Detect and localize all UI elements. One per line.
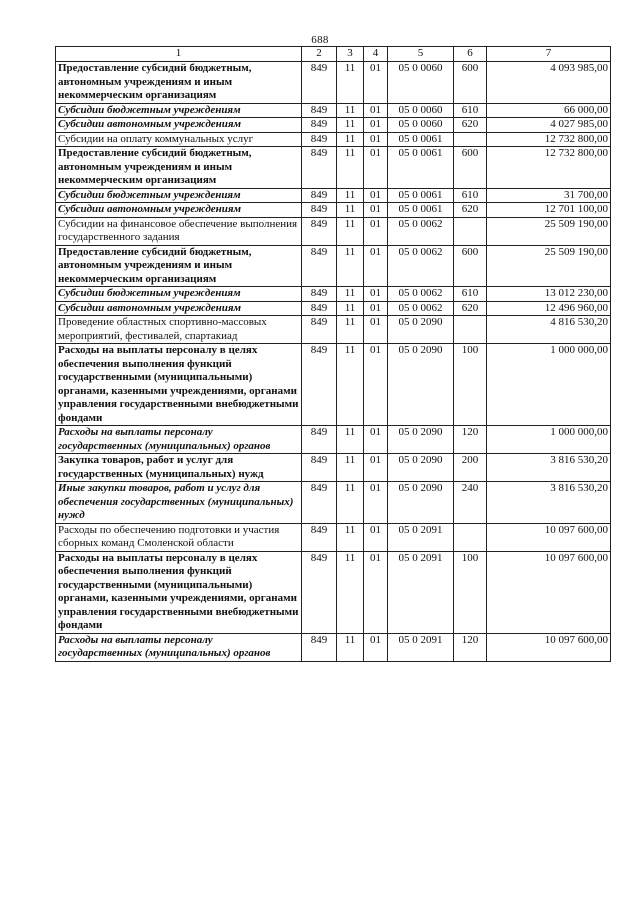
row-code-ministry: 849 <box>302 132 337 147</box>
row-amount: 4 027 985,00 <box>487 118 611 133</box>
row-code-section: 11 <box>337 203 364 218</box>
row-code-subsection: 01 <box>364 217 388 245</box>
row-code-ministry: 849 <box>302 287 337 302</box>
row-code-subsection: 01 <box>364 188 388 203</box>
row-code-target: 05 0 0061 <box>388 147 454 189</box>
header-col-5: 5 <box>388 47 454 62</box>
row-code-subsection: 01 <box>364 482 388 524</box>
row-name: Проведение областных спортивно-массовых мероприятий, фестивалей, спартакиад <box>56 316 302 344</box>
row-code-expense-type: 200 <box>454 454 487 482</box>
row-code-ministry: 849 <box>302 62 337 104</box>
row-code-subsection: 01 <box>364 551 388 633</box>
row-code-expense-type: 620 <box>454 118 487 133</box>
table-row <box>56 132 611 147</box>
row-code-target: 05 0 0060 <box>388 103 454 118</box>
row-code-subsection: 01 <box>364 454 388 482</box>
row-name: Закупка товаров, работ и услуг для государственных (муниципальных) нужд <box>56 454 302 482</box>
table-row <box>56 287 611 302</box>
row-code-subsection: 01 <box>364 633 388 661</box>
row-code-section: 11 <box>337 132 364 147</box>
row-code-subsection: 01 <box>364 426 388 454</box>
row-amount: 25 509 190,00 <box>487 217 611 245</box>
row-code-subsection: 01 <box>364 62 388 104</box>
row-amount: 3 816 530,20 <box>487 482 611 524</box>
row-code-ministry: 849 <box>302 426 337 454</box>
table-row <box>56 103 611 118</box>
row-code-target: 05 0 2091 <box>388 551 454 633</box>
row-code-section: 11 <box>337 633 364 661</box>
header-row <box>56 47 611 62</box>
table-row <box>56 551 611 633</box>
row-name: Субсидии автономным учреждениям <box>56 301 302 316</box>
row-code-section: 11 <box>337 147 364 189</box>
row-name: Субсидии бюджетным учреждениям <box>56 103 302 118</box>
row-code-section: 11 <box>337 62 364 104</box>
row-code-subsection: 01 <box>364 301 388 316</box>
row-code-subsection: 01 <box>364 132 388 147</box>
row-code-target: 05 0 0061 <box>388 203 454 218</box>
row-code-target: 05 0 2090 <box>388 426 454 454</box>
row-code-ministry: 849 <box>302 633 337 661</box>
row-code-target: 05 0 0062 <box>388 301 454 316</box>
row-name: Расходы по обеспечению подготовки и участия сборных команд Смоленской области <box>56 523 302 551</box>
row-amount: 3 816 530,20 <box>487 454 611 482</box>
row-code-target: 05 0 0062 <box>388 245 454 287</box>
row-code-target: 05 0 0060 <box>388 118 454 133</box>
row-amount: 1 000 000,00 <box>487 426 611 454</box>
header-col-4: 4 <box>364 47 388 62</box>
row-code-subsection: 01 <box>364 245 388 287</box>
table-row <box>56 633 611 661</box>
row-code-subsection: 01 <box>364 203 388 218</box>
row-code-subsection: 01 <box>364 316 388 344</box>
row-code-section: 11 <box>337 551 364 633</box>
row-code-target: 05 0 2091 <box>388 633 454 661</box>
row-amount: 12 496 960,00 <box>487 301 611 316</box>
table-row <box>56 62 611 104</box>
row-name: Предоставление субсидий бюджетным, автономным учреждениям и иным некоммерческим организациям <box>56 62 302 104</box>
row-amount: 10 097 600,00 <box>487 523 611 551</box>
row-code-target: 05 0 0060 <box>388 62 454 104</box>
row-code-expense-type <box>454 217 487 245</box>
row-code-ministry: 849 <box>302 301 337 316</box>
row-code-expense-type: 100 <box>454 551 487 633</box>
row-code-expense-type: 240 <box>454 482 487 524</box>
row-name: Расходы на выплаты персоналу государственных (муниципальных) органов <box>56 426 302 454</box>
table-row <box>56 203 611 218</box>
table-row <box>56 301 611 316</box>
row-name: Предоставление субсидий бюджетным, автономным учреждениям и иным некоммерческим организациям <box>56 245 302 287</box>
row-code-target: 05 0 2090 <box>388 316 454 344</box>
row-code-ministry: 849 <box>302 245 337 287</box>
row-code-subsection: 01 <box>364 287 388 302</box>
row-name: Расходы на выплаты персоналу в целях обеспечения выполнения функций государственными (муниципальными) органами, казенными учреждениями, органами управления государственными внебюджетными фондами <box>56 344 302 426</box>
row-name: Субсидии бюджетным учреждениям <box>56 287 302 302</box>
row-amount: 12 732 800,00 <box>487 132 611 147</box>
row-code-subsection: 01 <box>364 147 388 189</box>
header-col-3: 3 <box>337 47 364 62</box>
row-name: Расходы на выплаты персоналу в целях обеспечения выполнения функций государственными (муниципальными) органами, казенными учреждениями, органами управления государственными внебюджетными фондами <box>56 551 302 633</box>
row-code-expense-type <box>454 523 487 551</box>
row-name: Иные закупки товаров, работ и услуг для обеспечения государственных (муниципальных) нужд <box>56 482 302 524</box>
row-code-expense-type: 620 <box>454 301 487 316</box>
row-code-ministry: 849 <box>302 203 337 218</box>
row-amount: 12 732 800,00 <box>487 147 611 189</box>
row-code-target: 05 0 0062 <box>388 217 454 245</box>
row-code-target: 05 0 0061 <box>388 188 454 203</box>
row-name: Субсидии на финансовое обеспечение выполнения государственного задания <box>56 217 302 245</box>
table-row <box>56 344 611 426</box>
row-code-ministry: 849 <box>302 217 337 245</box>
row-code-section: 11 <box>337 301 364 316</box>
row-amount: 25 509 190,00 <box>487 245 611 287</box>
row-code-expense-type: 600 <box>454 147 487 189</box>
row-code-expense-type: 610 <box>454 188 487 203</box>
row-code-ministry: 849 <box>302 482 337 524</box>
row-code-expense-type: 100 <box>454 344 487 426</box>
header-col-1: 1 <box>56 47 302 62</box>
row-code-section: 11 <box>337 245 364 287</box>
row-amount: 10 097 600,00 <box>487 633 611 661</box>
row-code-section: 11 <box>337 426 364 454</box>
row-code-expense-type: 610 <box>454 103 487 118</box>
table-row <box>56 245 611 287</box>
row-code-expense-type: 120 <box>454 633 487 661</box>
row-amount: 66 000,00 <box>487 103 611 118</box>
row-code-subsection: 01 <box>364 103 388 118</box>
row-code-target: 05 0 2090 <box>388 454 454 482</box>
table-row <box>56 426 611 454</box>
row-amount: 10 097 600,00 <box>487 551 611 633</box>
row-code-ministry: 849 <box>302 551 337 633</box>
row-code-subsection: 01 <box>364 523 388 551</box>
row-code-ministry: 849 <box>302 523 337 551</box>
row-amount: 4 093 985,00 <box>487 62 611 104</box>
row-code-section: 11 <box>337 482 364 524</box>
row-code-target: 05 0 2090 <box>388 482 454 524</box>
row-code-section: 11 <box>337 344 364 426</box>
table-row <box>56 217 611 245</box>
row-code-target: 05 0 2090 <box>388 344 454 426</box>
table-row <box>56 147 611 189</box>
row-amount: 1 000 000,00 <box>487 344 611 426</box>
table-row <box>56 188 611 203</box>
row-code-ministry: 849 <box>302 454 337 482</box>
row-code-target: 05 0 2091 <box>388 523 454 551</box>
row-code-ministry: 849 <box>302 118 337 133</box>
row-code-subsection: 01 <box>364 344 388 426</box>
table-row <box>56 523 611 551</box>
row-amount: 4 816 530,20 <box>487 316 611 344</box>
row-amount: 13 012 230,00 <box>487 287 611 302</box>
header-col-7: 7 <box>487 47 611 62</box>
row-amount: 31 700,00 <box>487 188 611 203</box>
row-code-expense-type <box>454 132 487 147</box>
row-code-subsection: 01 <box>364 118 388 133</box>
row-name: Субсидии на оплату коммунальных услуг <box>56 132 302 147</box>
header-col-2: 2 <box>302 47 337 62</box>
row-name: Расходы на выплаты персоналу государственных (муниципальных) органов <box>56 633 302 661</box>
page-number: 688 <box>311 34 329 46</box>
header-col-6: 6 <box>454 47 487 62</box>
row-code-target: 05 0 0062 <box>388 287 454 302</box>
row-code-section: 11 <box>337 188 364 203</box>
row-code-section: 11 <box>337 454 364 482</box>
row-name: Субсидии автономным учреждениям <box>56 203 302 218</box>
row-code-expense-type: 600 <box>454 245 487 287</box>
row-code-expense-type: 600 <box>454 62 487 104</box>
row-code-ministry: 849 <box>302 103 337 118</box>
row-code-expense-type <box>454 316 487 344</box>
row-code-section: 11 <box>337 118 364 133</box>
budget-table <box>55 46 611 662</box>
row-code-ministry: 849 <box>302 147 337 189</box>
row-code-ministry: 849 <box>302 344 337 426</box>
row-code-section: 11 <box>337 103 364 118</box>
row-code-ministry: 849 <box>302 188 337 203</box>
table-row <box>56 482 611 524</box>
row-code-target: 05 0 0061 <box>388 132 454 147</box>
table-row <box>56 118 611 133</box>
table-row <box>56 316 611 344</box>
row-name: Предоставление субсидий бюджетным, автономным учреждениям и иным некоммерческим организациям <box>56 147 302 189</box>
table-row <box>56 454 611 482</box>
row-code-expense-type: 620 <box>454 203 487 218</box>
row-code-section: 11 <box>337 287 364 302</box>
row-code-expense-type: 120 <box>454 426 487 454</box>
row-code-section: 11 <box>337 316 364 344</box>
row-code-section: 11 <box>337 217 364 245</box>
row-amount: 12 701 100,00 <box>487 203 611 218</box>
row-code-expense-type: 610 <box>454 287 487 302</box>
row-code-section: 11 <box>337 523 364 551</box>
row-name: Субсидии автономным учреждениям <box>56 118 302 133</box>
row-name: Субсидии бюджетным учреждениям <box>56 188 302 203</box>
row-code-ministry: 849 <box>302 316 337 344</box>
table-body <box>56 62 611 662</box>
